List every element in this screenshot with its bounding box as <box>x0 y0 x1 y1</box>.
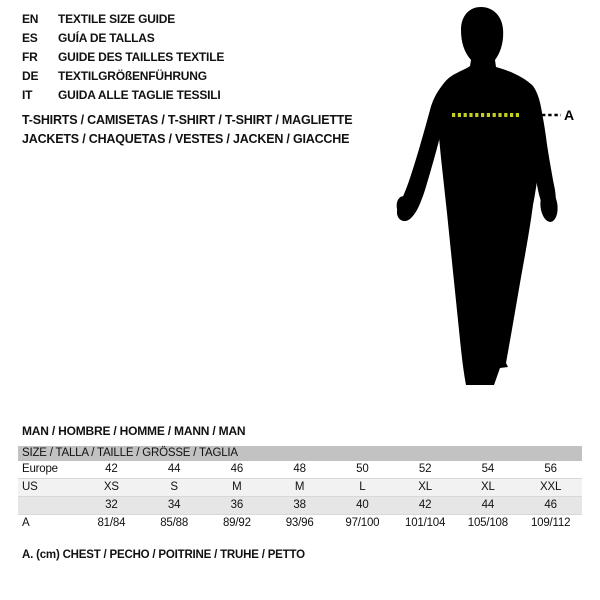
measure-label-a: A <box>564 107 574 123</box>
table-cell: S <box>170 481 178 493</box>
table-cell: 101/104 <box>405 517 446 529</box>
table-cell: 85/88 <box>160 517 189 529</box>
table-cell: 105/108 <box>467 517 508 529</box>
language-row <box>22 67 224 86</box>
table-cell: 89/92 <box>222 517 251 529</box>
table-cell: 81/84 <box>97 517 126 529</box>
table-cell: 38 <box>293 499 306 511</box>
table-cell: 36 <box>230 499 244 511</box>
product-line-jackets: JACKETS / CHAQUETAS / VESTES / JACKEN / GIACCHE <box>22 132 350 146</box>
table-cell: 42 <box>418 499 432 511</box>
table-cell: 93/96 <box>285 517 314 529</box>
product-line-tshirts: T-SHIRTS / CAMISETAS / T-SHIRT / T-SHIRT / MAGLIETTE <box>22 113 353 127</box>
table-cell: XL <box>481 481 495 493</box>
language-code: FR <box>22 50 38 64</box>
size-table-header: SIZE / TALLA / TAILLE / GRÖSSE / TAGLIA <box>18 446 582 461</box>
row-label: A <box>22 517 30 529</box>
table-cell: XL <box>418 481 432 493</box>
language-label: GUIDA ALLE TAGLIE TESSILI <box>58 88 221 102</box>
language-code: DE <box>22 69 39 83</box>
table-cell: 40 <box>356 499 369 511</box>
gender-heading: MAN / HOMBRE / HOMME / MANN / MAN <box>22 424 246 438</box>
language-code: ES <box>22 31 38 45</box>
table-cell: 32 <box>105 499 118 511</box>
table-cell: 46 <box>230 463 244 475</box>
row-label: Europe <box>22 463 58 475</box>
language-label: GUÍA DE TALLAS <box>58 31 155 45</box>
table-cell: 44 <box>167 463 181 475</box>
measurement-footnote: A. (cm) CHEST / PECHO / POITRINE / TRUHE / PETTO <box>22 549 305 561</box>
table-cell: XXL <box>540 481 562 493</box>
row-label <box>18 497 80 514</box>
language-label: TEXTILGRÖßENFÜHRUNG <box>58 69 207 83</box>
table-cell: L <box>359 481 366 493</box>
table-cell: 44 <box>481 499 495 511</box>
table-cell: XS <box>103 481 119 493</box>
language-code: IT <box>22 88 33 102</box>
row-label: US <box>22 481 38 493</box>
table-cell: M <box>232 481 242 493</box>
table-cell: 34 <box>167 499 181 511</box>
table-row-numeric <box>18 496 582 514</box>
table-cell: 52 <box>418 463 432 475</box>
table-cell: 54 <box>481 463 495 475</box>
table-cell: 48 <box>293 463 306 475</box>
table-cell: 97/100 <box>345 517 380 529</box>
language-row <box>22 10 224 29</box>
silhouette-body <box>436 7 543 385</box>
table-cell: 46 <box>544 499 557 511</box>
language-row <box>22 29 224 48</box>
table-row-europe <box>18 461 582 478</box>
man-silhouette-figure <box>385 0 595 395</box>
language-label: TEXTILE SIZE GUIDE <box>58 12 176 26</box>
table-cell: M <box>294 481 305 493</box>
language-code: EN <box>22 12 39 26</box>
table-cell: 42 <box>105 463 118 475</box>
product-categories <box>22 111 352 149</box>
man-silhouette-svg <box>385 0 595 395</box>
language-label: GUIDE DES TAILLES TEXTILE <box>58 50 225 64</box>
table-cell: 56 <box>544 463 557 475</box>
language-row <box>22 86 224 105</box>
language-list <box>22 10 224 105</box>
table-row-us <box>18 478 582 496</box>
language-row <box>22 48 224 67</box>
table-cell: 109/112 <box>530 517 571 529</box>
size-table <box>18 446 582 532</box>
table-row-chest-a <box>18 514 582 532</box>
table-cell: 50 <box>356 463 369 475</box>
